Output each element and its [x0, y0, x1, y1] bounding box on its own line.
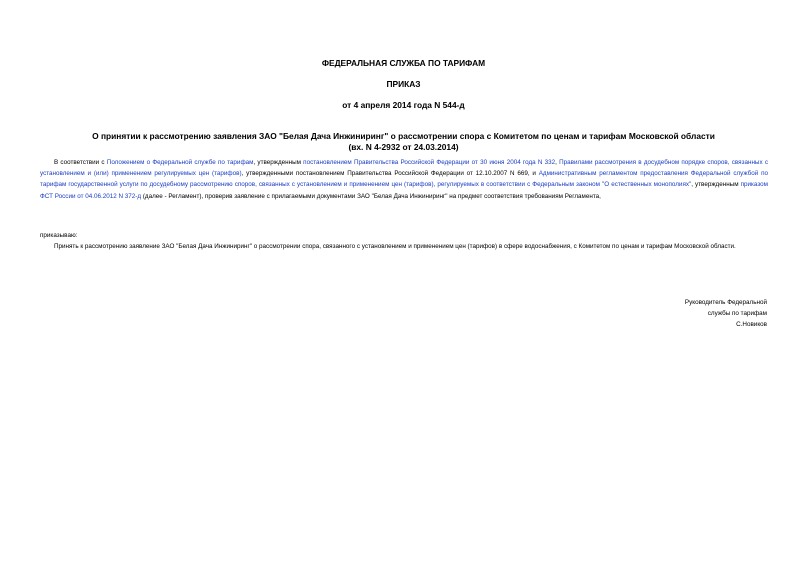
title-line-2: (вх. N 4-2932 от 24.03.2014): [348, 142, 459, 152]
signature-line-1: Руководитель Федеральной: [684, 299, 767, 306]
preamble-text-1: В соответствии с: [54, 159, 107, 166]
agency-heading: ФЕДЕРАЛЬНАЯ СЛУЖБА ПО ТАРИФАМ: [321, 58, 486, 68]
link-fst-order-372[interactable]: приказом ФСТ России от 04.06.2012 N 372-д: [40, 181, 768, 200]
signature-block: [685, 297, 767, 331]
order-word: приказываю:: [40, 232, 78, 239]
preamble-text-5: , утвержденным: [691, 181, 741, 189]
document-title: [40, 131, 767, 153]
link-dispute-rules[interactable]: Правилами рассмотрения в досудебном порядке споров, связанных с установлением и (или) применением регулируемых цен (тарифов): [40, 159, 768, 178]
order-paragraph: Принять к рассмотрению заявление ЗАО "Белая Дача Инжиниринг" о рассмотрении спора, связанного с установлением и применением цен (тарифов) в сфере водоснабжения, с Комитетом по ценам и тарифам Московской области.: [54, 243, 736, 250]
preamble-text-2: , утвержденным: [253, 159, 304, 166]
preamble-paragraph: [40, 157, 768, 202]
doc-type-heading: ПРИКАЗ: [386, 79, 421, 89]
link-administrative-regulation[interactable]: Административным регламентом предоставления Федеральной службой по тарифам государственной услуги по досудебному рассмотрению споров, связанных с установлением и применением цен (тарифов), регулируемых в соответствии с Федеральным законом "О естественных монополиях": [40, 170, 768, 189]
signature-line-2: службы по тарифам: [707, 310, 767, 318]
date-number-heading: от 4 апреля 2014 года N 544-д: [342, 100, 465, 110]
link-fst-regulation[interactable]: Положением о Федеральной службе по тарифам: [106, 159, 254, 166]
title-line-1: О принятии к рассмотрению заявления ЗАО "Белая Дача Инжиниринг" о рассмотрении спора с Комитетом по ценам и тарифам Московской области: [92, 131, 715, 141]
preamble-text-6: (далее - Регламент), проверив заявление с прилагаемыми документами ЗАО "Белая Дача Инжиниринг" на предмет соответствия требованиям Регламента,: [141, 192, 601, 200]
preamble-text-3: ,: [555, 159, 560, 166]
signature-name: С.Новиков: [736, 321, 767, 329]
link-government-decree-332[interactable]: постановлением Правительства Российской Федерации от 30 июня 2004 года N 332: [303, 159, 556, 166]
preamble-text-4: , утвержденными постановлением Правительства Российской Федерации от 12.10.2007 N 669, и: [241, 170, 539, 178]
